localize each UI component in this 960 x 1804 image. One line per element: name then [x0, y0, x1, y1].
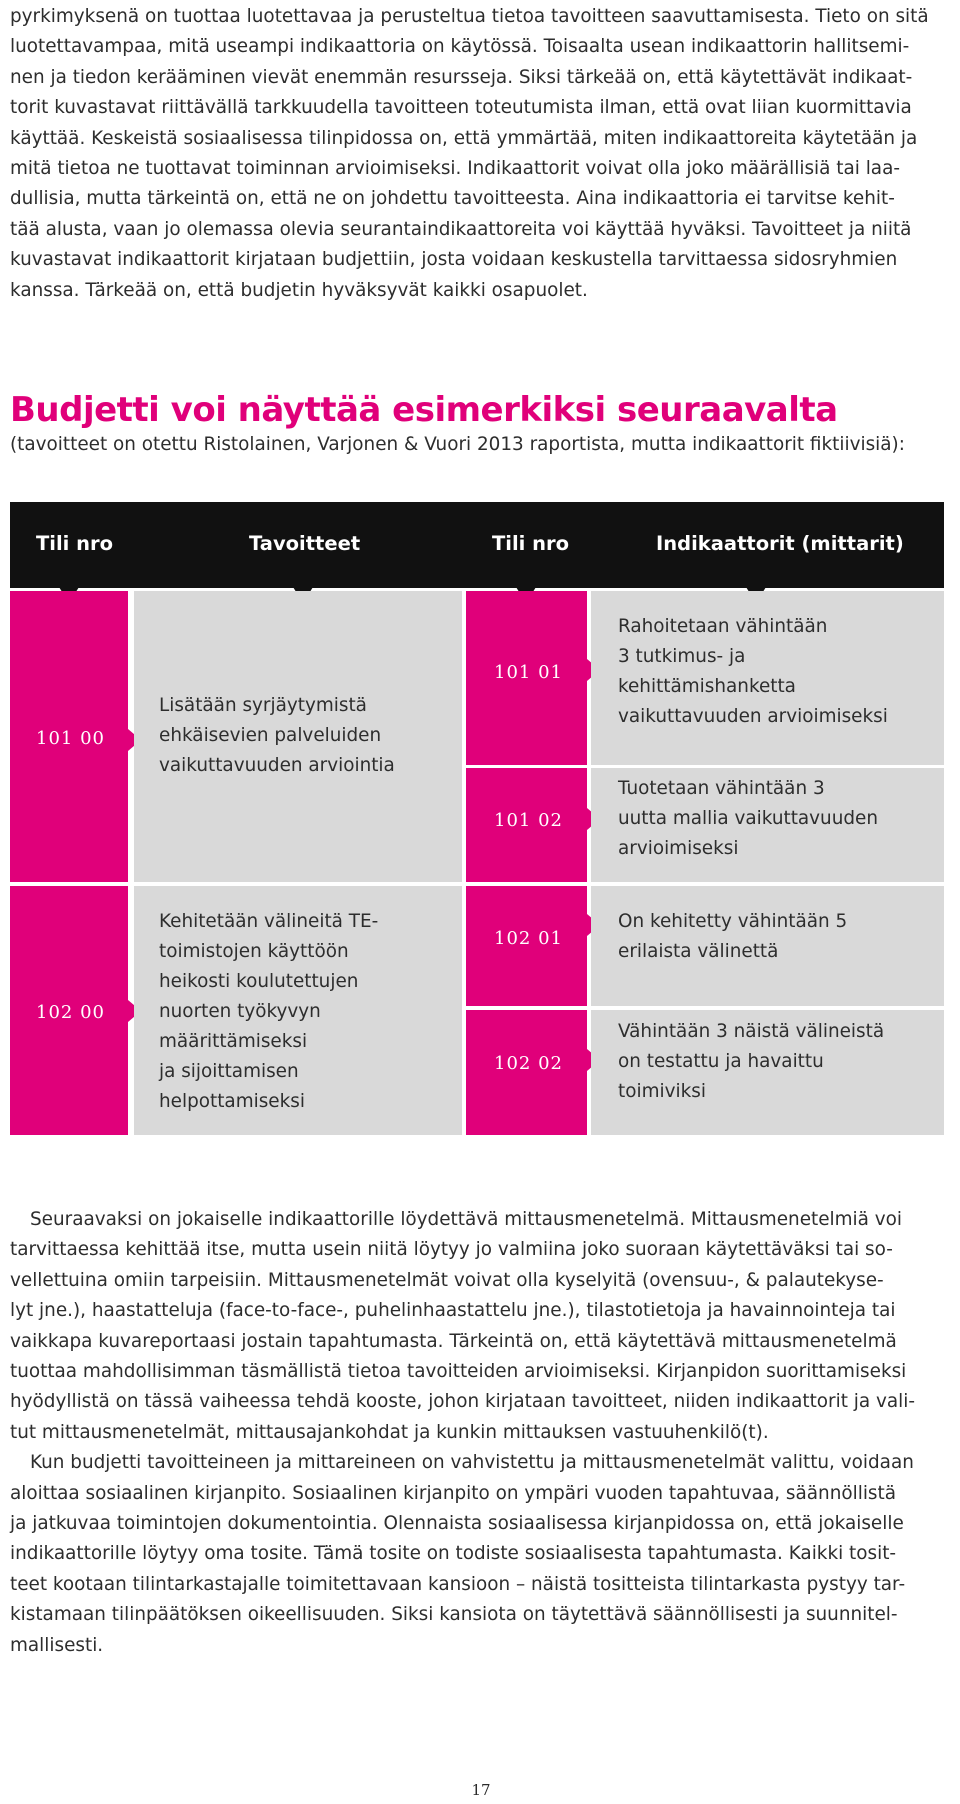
text-line: ja jatkuvaa toimintojen dokumentointia. Olennaista sosiaalisessa kirjanpidossa on, että jokaiselle: [10, 1513, 904, 1535]
text-line: tuottaa mahdollisimman täsmällistä tietoa tavoitteiden arvioimiseksi. Kirjanpidon suorittamiseksi: [10, 1361, 907, 1383]
text-line: Seuraavaksi on jokaiselle indikaattorille löydettävä mittausmenetelmä. Mittausmenetelmiä voi: [30, 1209, 903, 1230]
body-paragraph: [10, 1205, 954, 1661]
text-line: kanssa. Tärkeää on, että budjetin hyväksyvät kaikki osapuolet.: [10, 279, 588, 301]
account-code: 102 01: [494, 928, 563, 949]
goal-line: nuorten työkyvyn: [159, 1001, 321, 1022]
goal-line: toimistojen käyttöön: [159, 941, 349, 962]
text-line: käyttää. Keskeistä sosiaalisessa tilinpidossa on, että ymmärtää, miten indikaattoreita käytetään ja: [10, 127, 918, 149]
header-goals: Tavoitteet: [249, 532, 361, 555]
text-line: pyrkimyksenä on tuottaa luotettavaa ja perusteltua tietoa tavoitteen saavuttamisesta. Tieto on sitä: [10, 6, 929, 27]
account-code: 102 02: [494, 1053, 563, 1074]
indicator-line: erilaista välinettä: [618, 941, 779, 962]
text-line: kistamaan tilinpäätöksen oikeellisuuden. Siksi kansiota on täytettävä säännöllisesti ja suunnitel-: [10, 1604, 898, 1626]
indicator-line: On kehitetty vähintään 5: [618, 911, 848, 932]
indicator-line: vaikuttavuuden arvioimiseksi: [618, 706, 888, 727]
header-account-no: Tili nro: [36, 532, 114, 555]
goal-text: [159, 907, 378, 1117]
text-line: indikaattorille löytyy oma tosite. Tämä tosite on todiste sosiaalisesta tapahtumasta. Kaikki tosit-: [10, 1543, 897, 1565]
indicator-line: on testattu ja havaittu: [618, 1051, 824, 1072]
indicator-line: kehittämishanketta: [618, 676, 796, 697]
account-code: 102 00: [36, 1002, 105, 1023]
text-line: dullisia, mutta tärkeintä on, että ne on johdettu tavoitteesta. Aina indikaattoria ei tarvitse kehit-: [10, 188, 895, 210]
indicator-line: Vähintään 3 näistä välineistä: [618, 1021, 885, 1042]
text-line: torit kuvastavat riittävällä tarkkuudella tavoitteen toteutumista ilman, että ovat liian kuormittavia: [10, 97, 912, 119]
goal-line: ehkäisevien palveluiden: [159, 725, 382, 746]
goal-text: [159, 691, 395, 781]
account-code: 101 02: [494, 810, 563, 831]
text-line: tää alusta, vaan jo olemassa olevia seurantaindikaattoreita voi käyttää hyväksi. Tavoitteet ja niitä: [10, 218, 912, 240]
section-subheading: (tavoitteet on otettu Ristolainen, Varjonen & Vuori 2013 raportista, mutta indikaattorit fiktiivisiä):: [10, 434, 905, 455]
indicator-line: Tuotetaan vähintään 3: [618, 778, 825, 799]
text-line: vellettuina omiin tarpeisiin. Mittausmenetelmät voivat olla kyselyitä (ovensuu-, & palautekyse-: [10, 1269, 884, 1291]
goal-line: Lisätään syrjäytymistä: [159, 695, 367, 716]
intro-paragraph: [10, 2, 954, 306]
text-line: kuvastavat indikaattorit kirjataan budjettiin, josta voidaan keskustella tarvittaessa sidosryhmien: [10, 249, 898, 271]
goal-line: helpottamiseksi: [159, 1091, 305, 1112]
header-indicators: Indikaattorit (mittarit): [656, 532, 904, 555]
account-code: 101 01: [494, 662, 563, 683]
text-line: mallisesti.: [10, 1634, 104, 1656]
text-line: aloittaa sosiaalinen kirjanpito. Sosiaalinen kirjanpito on ympäri vuoden tapahtuvaa, säännöllistä: [10, 1482, 896, 1504]
text-line: tarvittaessa kehittää itse, mutta usein niitä löytyy jo valmiina joko suoraan käytettäväksi tai so-: [10, 1239, 893, 1261]
indicator-line: Rahoitetaan vähintään: [618, 616, 828, 637]
text-line: tut mittausmenetelmät, mittausajankohdat ja kunkin mittauksen vastuuhenkilö(t).: [10, 1421, 769, 1443]
text-line: nen ja tiedon kerääminen vievät enemmän resursseja. Siksi tärkeää on, että käytettävät indikaat-: [10, 66, 913, 88]
goal-line: vaikuttavuuden arviointia: [159, 755, 395, 776]
page-number: 17: [471, 1781, 491, 1799]
goal-line: heikosti koulutettujen: [159, 971, 359, 992]
header-account-no-2: Tili nro: [492, 532, 570, 555]
account-code: 101 00: [36, 728, 105, 749]
text-line: hyödyllistä on tässä vaiheessa tehdä kooste, johon kirjataan tavoitteet, niiden indikaattorit ja vali-: [10, 1391, 916, 1413]
goal-line: ja sijoittamisen: [159, 1061, 299, 1082]
indicator-line: arvioimiseksi: [618, 838, 739, 859]
text-line: vaikkapa kuvareportaasi jostain tapahtumasta. Tärkeintä on, että käytettävä mittausmenetelmä: [10, 1330, 897, 1352]
indicator-text: [618, 1017, 884, 1107]
text-line: teet kootaan tilintarkastajalle toimitettavaan kansioon – näistä tositteista tilintarkasta pystyy tar-: [10, 1573, 906, 1595]
indicator-line: uutta mallia vaikuttavuuden: [618, 808, 879, 829]
text-line: luotettavampaa, mitä useampi indikaattoria on käytössä. Toisaalta usean indikaattorin hallitsemi-: [10, 36, 910, 58]
goal-line: Kehitetään välineitä TE-: [159, 911, 379, 932]
indicator-line: toimiviksi: [618, 1081, 706, 1102]
indicator-text: [618, 612, 888, 732]
indicator-line: 3 tutkimus- ja: [618, 646, 746, 667]
indicator-text: [618, 907, 847, 967]
section-heading: Budjetti voi näyttää esimerkiksi seuraavalta: [10, 390, 838, 430]
text-line: lyt jne.), haastatteluja (face-to-face-, puhelinhaastattelu jne.), tilastotietoja ja havainnointeja tai: [10, 1300, 896, 1322]
goal-line: määrittämiseksi: [159, 1031, 308, 1052]
indicator-text: [618, 774, 878, 864]
text-line: mitä tietoa ne tuottavat toiminnan arvioimiseksi. Indikaattorit voivat olla joko määrällisiä tai laa-: [10, 158, 900, 180]
text-line: Kun budjetti tavoitteineen ja mittareineen on vahvistettu ja mittausmenetelmät valittu, voidaan: [30, 1452, 914, 1474]
